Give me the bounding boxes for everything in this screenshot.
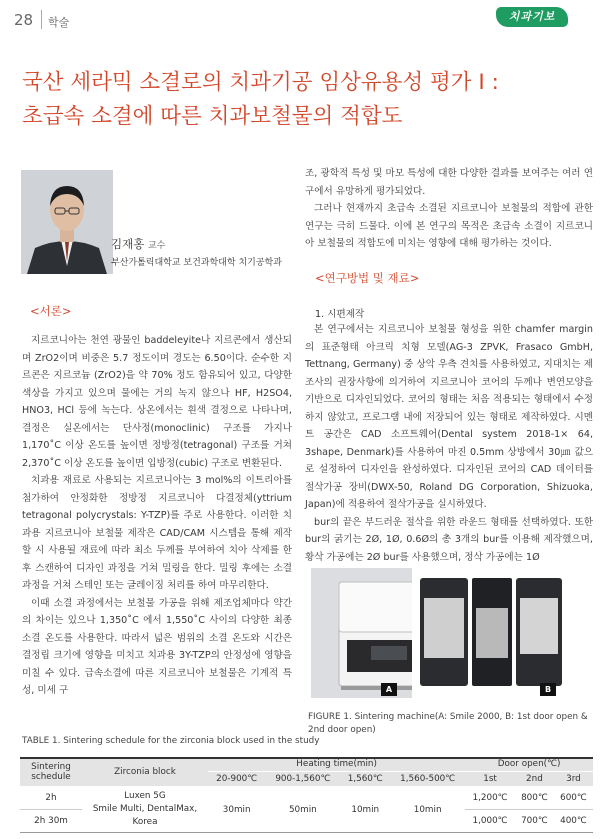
cell-schedule: 2h 30m bbox=[20, 810, 82, 833]
cell-heating: 10min bbox=[390, 787, 465, 833]
col-header-schedule: Sintering schedule bbox=[20, 757, 82, 787]
figure-caption: FIGURE 1. Sintering machine(A: Smile 2000, B: 1st door open & 2nd door open) bbox=[308, 712, 588, 735]
page-number: 28 bbox=[14, 11, 34, 29]
intro-continued bbox=[305, 165, 593, 253]
sub-header: 20-900℃ bbox=[208, 772, 265, 787]
cell-heating: 30min bbox=[208, 787, 265, 833]
cell-door: 400℃ bbox=[554, 810, 593, 833]
intro-paragraph: 그러나 현재까지 초급속 소결된 지르코니아 보철물의 적합에 관한 연구는 극히 드물다. 이에 본 연구의 목적은 초급속 소결이 지르코니아 보철물의 적합도에 미치는 영향에 대해 평가하는 것이다. bbox=[305, 203, 593, 249]
methods-paragraph: bur의 끝은 부드러운 절삭을 위한 라운드 형태를 선택하였다. 또한 bur의 굵기는 2Ø, 1Ø, 0.6Ø의 총 3개의 bur를 이용해 제작했으며, 황삭 가공에는 2Ø bur를 사용했으며, 정삭 가공에는 1Ø bbox=[305, 516, 593, 563]
cell-door: 1,000℃ bbox=[465, 810, 515, 833]
sintering-table bbox=[20, 757, 593, 833]
cell-block: Luxen 5G Smile Multi, DentalMax, Korea bbox=[82, 787, 208, 833]
cell-door: 600℃ bbox=[554, 787, 593, 810]
section-label: 학술 bbox=[48, 16, 70, 29]
sub-header: 1,560-500℃ bbox=[390, 772, 465, 787]
table-caption: TABLE 1. Sintering schedule for the zirconia block used in the study bbox=[22, 736, 320, 746]
intro-paragraph: 지르코니아는 천연 광물인 baddeleyite나 지르콘에서 생산되며 ZrO2이며 비중은 5.7 정도이며 경도는 6.50이다. 순수한 지르콘은 지르코늄 (ZrO2)을 약 70% 정도 함유되어 있고, 다양한 색상을 가지고 있으며 물에는 거의 녹지 않으나 HF, H2SO4, HNO3, HCl 등에 녹는다. 상온에서는 흰색 결정으로 나타나며, 결정은 실온에서는 단사정(monoclinic) 구조를 가지나 1,170˚C 이상 온도를 높이면 정방정(tetragonal) 구조를 거쳐 2,370˚C 이상 온도를 높이면 입방정(cubic) 구조로 변환된다. bbox=[22, 335, 292, 469]
intro-body bbox=[22, 332, 292, 700]
col-header-block: Zirconia block bbox=[82, 757, 208, 787]
sub-header: 1,560℃ bbox=[340, 772, 390, 787]
table-row bbox=[20, 787, 593, 810]
title-line-1: 국산 세라믹 소결로의 치과기공 임상유용성 평가 Ⅰ : bbox=[22, 70, 499, 95]
col-header-door: Door open(℃) bbox=[465, 757, 593, 772]
sub-header: 1st bbox=[465, 772, 515, 787]
title-line-2: 초급속 소결에 따른 치과보철물의 적합도 bbox=[22, 104, 403, 129]
sub-header: 900-1,560℃ bbox=[265, 772, 340, 787]
table-top-rule bbox=[20, 757, 593, 759]
intro-paragraph: 이때 소결 과정에서는 보철물 가공을 위해 제조업체마다 약간의 차이는 있으나 1,350˚C 에서 1,550˚C 사이의 다양한 최종 소결 온도를 사용한다. 따라서 넓은 범위의 소결 온도와 시간은 결정립 크기에 영향을 미치고 치과용 3Y-TZP의 안정성에 영향을 미칠 수 있다. 급속소결에 따른 지르코니아 보철물은 기계적 특성, 미세 구 bbox=[22, 597, 292, 696]
cell-schedule: 2h bbox=[20, 787, 82, 810]
cell-door: 1,200℃ bbox=[465, 787, 515, 810]
author-affiliation: 부산가톨릭대학교 보건과학대학 치기공학과 bbox=[111, 258, 282, 268]
author-photo bbox=[21, 170, 113, 274]
intro-paragraph: 치과용 재료로 사용되는 지르코니아는 3 mol%의 이트리아를 첨가하여 안정화한 정방정 지르코니아 다결정체(yttrium tetragonal polycrystals: Y-TZP)를 주로 사용한다. 이러한 치과용 지르코니아 보철물 제작은 CAD/CAM 시스템을 통해 제작할 시 사용될 재료에 따라 최소 두께를 부여하여 치아 삭제를 한 후 스캔하여 디자인 과정을 거쳐 밀링을 한다. 밀링 후에는 소결 과정을 거쳐 스테인 또는 글레이징 처리를 하여 마무리한다. bbox=[22, 475, 292, 591]
methods-heading: <연구방법 및 재료> bbox=[315, 271, 420, 285]
intro-heading: <서론> bbox=[30, 304, 72, 318]
figure-panel-b bbox=[412, 568, 570, 698]
sub-header: 3rd bbox=[554, 772, 593, 787]
figure-label-a: A bbox=[381, 683, 397, 696]
article-title bbox=[22, 66, 592, 134]
methods-body bbox=[305, 321, 593, 566]
sub-header: 2nd bbox=[515, 772, 554, 787]
methods-paragraph: 본 연구에서는 지르코니아 보철물 형성을 위한 chamfer margin의 표준형태 아크릭 치형 모델(AG-3 ZPVK, Frasaco GmbH, Tettnang, Germany) 중 상악 우측 견치를 사용하였고, 지대치는 제조사의 권장사항에 의거하여 지르코니아 코어의 두께나 변연모양을 기반으로 디자인되었다. 코어의 형태는 처음 적용되는 형태에서 수정하지 않았고, 프로그램 내에 저장되어 있는 형태로 제작하였다. 시멘트 공간은 CAD 소프트웨어(Dental system 2018-1× 64, 3shape, Denmark)를 사용하여 마진 0.5mm 상방에서 30㎛ 값으로 설정하여 디자인을 완성하였다. 디자인된 코어의 CAD 데이터를 절삭가공 장비(DWX-50, Roland DG Corporation, Shizuoka, Japan)에 적용하여 절삭가공을 실시하였다. bbox=[305, 324, 593, 510]
magazine-logo: 치과기보 bbox=[496, 7, 568, 27]
cell-door: 800℃ bbox=[515, 787, 554, 810]
intro-paragraph: 조, 광학적 특성 및 마모 특성에 대한 다양한 결과를 보여주는 여러 연구에서 유망하게 평가되었다. bbox=[305, 168, 593, 197]
figure-label-b: B bbox=[540, 683, 556, 696]
methods-subheading: 1. 시편제작 bbox=[315, 309, 365, 320]
cell-heating: 50min bbox=[265, 787, 340, 833]
header-divider bbox=[41, 10, 42, 29]
cell-heating: 10min bbox=[340, 787, 390, 833]
col-header-heating: Heating time(min) bbox=[208, 757, 465, 772]
cell-door: 700℃ bbox=[515, 810, 554, 833]
author-name: 김재홍 교수 bbox=[111, 237, 166, 251]
